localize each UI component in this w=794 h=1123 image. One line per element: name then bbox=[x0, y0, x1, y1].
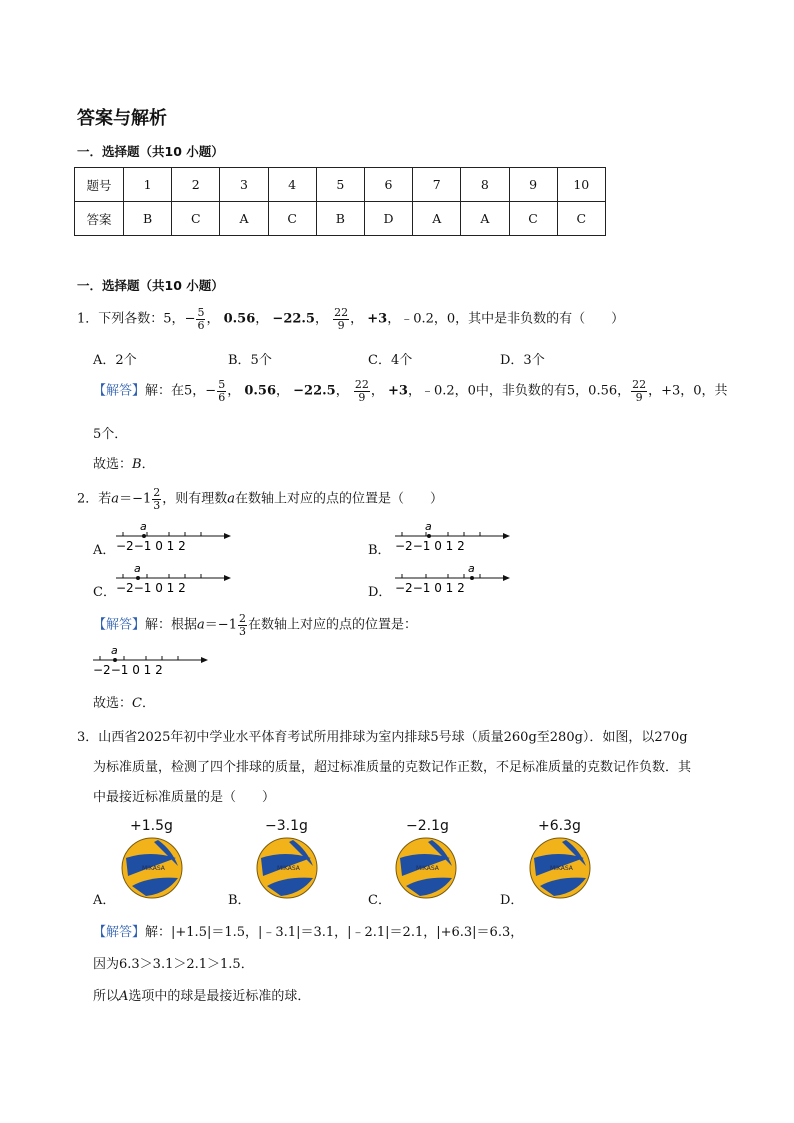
solution-tag: 【解答】 bbox=[93, 383, 146, 399]
conclusion: 故选：C． bbox=[93, 696, 155, 711]
number-line-solution bbox=[90, 643, 212, 677]
axis-ticks: −2−1 0 1 2 bbox=[116, 539, 186, 553]
table-cell: 3 bbox=[220, 168, 268, 202]
table-cell: 4 bbox=[268, 168, 316, 202]
solution-line: 因为6.3＞3.1＞2.1＞1.5． bbox=[93, 957, 254, 972]
option-c: C． bbox=[93, 585, 116, 600]
point-label: a bbox=[134, 562, 141, 575]
section-heading-answers: 一．选择题（共10 小题） bbox=[77, 144, 224, 159]
table-cell: A bbox=[461, 202, 509, 236]
option-c: C． bbox=[368, 893, 391, 908]
option-d: D． bbox=[500, 893, 524, 908]
table-cell: C bbox=[172, 202, 220, 236]
solution-line: 所以A选项中的球是最接近标准的球． bbox=[93, 989, 311, 1004]
option-a: A．2个 bbox=[93, 353, 137, 368]
question-3-line-1: 3．山西省2025年初中学业水平体育考试所用排球为室内排球5号球（质量260g至280g）．如图，以270g bbox=[77, 730, 688, 745]
volleyball-icon bbox=[120, 836, 184, 900]
ball-brand: MIKASA bbox=[550, 865, 573, 872]
axis-ticks: −2−1 0 1 2 bbox=[93, 663, 163, 677]
question-2-stem: 2．若a＝−1 $\frac{2}{3}$ ，则有理数a在数轴上对应的点的位置是（ ） bbox=[77, 486, 444, 512]
ball-brand: MIKASA bbox=[142, 865, 165, 872]
option-b: B． bbox=[228, 893, 251, 908]
volleyball-icon bbox=[528, 836, 592, 900]
option-b: B．5个 bbox=[228, 353, 272, 368]
conclusion: 故选：B． bbox=[93, 457, 155, 472]
table-cell: 8 bbox=[461, 168, 509, 202]
question-3-solution: 【解答】解：|+1.5|＝1.5，|﹣3.1|＝3.1，|﹣2.1|＝2.1，|+6.3|＝6.3， bbox=[93, 925, 524, 940]
table-cell: C bbox=[509, 202, 557, 236]
table-row-answers bbox=[75, 202, 606, 236]
ball-label: +1.5g bbox=[130, 818, 173, 834]
table-cell: B bbox=[124, 202, 172, 236]
table-cell: 5 bbox=[316, 168, 364, 202]
number-line-option-d bbox=[392, 561, 514, 595]
fraction: $\frac{5}{6}$ bbox=[218, 378, 226, 404]
table-cell: C bbox=[557, 202, 605, 236]
question-number: 2． bbox=[77, 491, 99, 507]
volleyball-icon bbox=[394, 836, 458, 900]
option-d: D． bbox=[368, 585, 392, 600]
axis-ticks: −2−1 0 1 2 bbox=[395, 539, 465, 553]
solution-line: 5个． bbox=[93, 427, 128, 442]
point-label: a bbox=[111, 644, 118, 657]
ball-label: −3.1g bbox=[265, 818, 308, 834]
option-b: B． bbox=[368, 543, 391, 558]
option-a: A． bbox=[93, 893, 116, 908]
fraction: $\frac{22}{9}$ bbox=[632, 378, 647, 404]
table-cell: 6 bbox=[364, 168, 412, 202]
table-cell: C bbox=[268, 202, 316, 236]
table-cell: 7 bbox=[413, 168, 461, 202]
option-a: A． bbox=[93, 543, 116, 558]
point-label: a bbox=[425, 520, 432, 533]
question-3-line-2: 为标准质量，检测了四个排球的质量，超过标准质量的克数记作正数，不足标准质量的克数记作负数．其 bbox=[93, 760, 692, 775]
ball-label: −2.1g bbox=[406, 818, 449, 834]
question-2-solution: 【解答】解：根据a＝−1 $\frac{2}{3}$ 在数轴上对应的点的位置是： bbox=[93, 612, 417, 638]
fraction: $\frac{22}{9}$ bbox=[354, 378, 369, 404]
table-cell: 10 bbox=[557, 168, 605, 202]
table-row-numbers bbox=[75, 168, 606, 202]
table-cell: D bbox=[364, 202, 412, 236]
answer-table bbox=[74, 167, 606, 236]
ball-brand: MIKASA bbox=[416, 865, 439, 872]
fraction: $\frac{2}{3}$ bbox=[153, 486, 161, 512]
option-d: D．3个 bbox=[500, 353, 545, 368]
option-c: C．4个 bbox=[368, 353, 413, 368]
volleyball-icon bbox=[255, 836, 319, 900]
table-cell: A bbox=[220, 202, 268, 236]
ball-label: +6.3g bbox=[538, 818, 581, 834]
table-cell: 2 bbox=[172, 168, 220, 202]
question-number: 3． bbox=[77, 730, 99, 745]
question-3-line-3: 中最接近标准质量的是（ ） bbox=[93, 790, 276, 805]
table-cell: 9 bbox=[509, 168, 557, 202]
point-label: a bbox=[468, 562, 475, 575]
table-cell: B bbox=[316, 202, 364, 236]
question-number: 1． bbox=[77, 311, 99, 327]
point-label: a bbox=[140, 520, 147, 533]
number-line-option-b bbox=[392, 519, 514, 553]
fraction: $\frac{5}{6}$ bbox=[197, 306, 205, 332]
axis-ticks: −2−1 0 1 2 bbox=[116, 581, 186, 595]
table-header-number: 题号 bbox=[75, 168, 124, 202]
section-heading-solutions: 一．选择题（共10 小题） bbox=[77, 278, 224, 293]
number-line-option-c bbox=[113, 561, 235, 595]
fraction: $\frac{2}{3}$ bbox=[238, 612, 246, 638]
axis-ticks: −2−1 0 1 2 bbox=[395, 581, 465, 595]
solution-tag: 【解答】 bbox=[93, 925, 146, 940]
number-line-option-a bbox=[113, 519, 235, 553]
ball-brand: MIKASA bbox=[277, 865, 300, 872]
table-header-answer: 答案 bbox=[75, 202, 124, 236]
solution-tag: 【解答】 bbox=[93, 617, 146, 633]
fraction: $\frac{22}{9}$ bbox=[334, 306, 349, 332]
page-title: 答案与解析 bbox=[77, 108, 167, 129]
question-1-stem: 1．下列各数：5，− $\frac{5}{6}$ ， 0.56， −22.5， $\frac{22}{9}$ ， +3，﹣0.2，0，其中是非负数的有（ ） bbox=[77, 306, 625, 332]
question-1-solution: 【解答】解：在5，− $\frac{5}{6}$ ， 0.56， −22.5， $\frac{22}{9}$ ， +3，﹣0.2，0中，非负数的有5，0.56， $\frac{22}{9}$ ，+3，0，共 bbox=[93, 378, 728, 404]
table-cell: 1 bbox=[124, 168, 172, 202]
table-cell: A bbox=[413, 202, 461, 236]
